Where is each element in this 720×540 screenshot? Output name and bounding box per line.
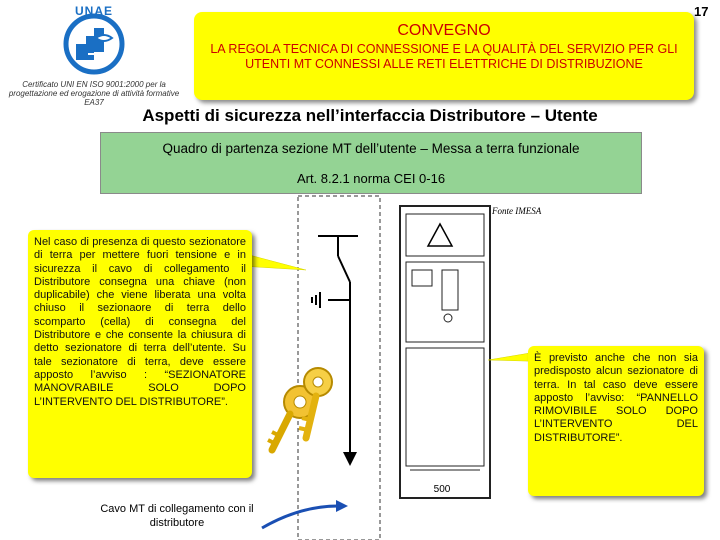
cabinet-window: [412, 270, 432, 286]
logo-text: UNAE: [74, 4, 113, 18]
switch-blade: [338, 256, 350, 282]
page-number: 17: [694, 4, 709, 19]
callout-removable-panel: È previsto anche che non sia predisposto alcun sezionatore di terra. In tal caso deve essere apposto l’avviso: “PANNELLO RIMOVIBILE SOLO DOPO L’INTERVENTO DEL DISTRIBUTORE”.: [528, 346, 704, 496]
conference-title: LA REGOLA TECNICA DI CONNESSIONE E LA QUALITÀ DEL SERVIZIO PER GLI UTENTI MT CONNESSI ALLE RETI ELETTRICHE DI DISTRIBUZIONE: [210, 42, 678, 71]
subtitle-line-2: Art. 8.2.1 norma CEI 0-16: [296, 171, 446, 186]
cable-arrow-tip: [336, 500, 348, 512]
switchgear-cabinet: [400, 206, 490, 498]
callout-earthing-switch: Nel caso di presenza di questo sezionatore di terra per mettere fuori tensione e in sicurezza il cavo di collegamento il Distributore consegna una chiave (non duplicabile) che viene liberata una volta chiuso il sezionaore di terra dello scomparto (cella) di consegna del Distributore e che consente la chiusura di detto sezionatore di terra dell’utente. Su tale sezionatore di terra, deve essere apposto l’avviso : “SEZIONATORE MANOVRABILE SOLO DOPO L’INTERVENTO DEL DISTRIBUTORE”.: [28, 230, 252, 478]
cable-arrow-head: [343, 452, 357, 466]
cable-arrow: [262, 506, 338, 528]
subtitle-line-1: Quadro di partenza sezione MT dell’utente – Messa a terra funzionale: [162, 141, 580, 156]
keys-icon: [268, 368, 332, 450]
certification-note: Certificato UNI EN ISO 9001:2000 per la progettazione ed erogazione di attività formative EA37: [8, 80, 180, 107]
convegno-label: CONVEGNO: [397, 22, 491, 39]
cable-label: Cavo MT di collegamento con il distributore: [100, 503, 254, 529]
section-title: Aspetti di sicurezza nell’interfaccia Distributore – Utente: [142, 106, 598, 125]
source-label: Fonte IMESA: [492, 206, 542, 216]
cabinet-label: 500: [433, 484, 451, 495]
